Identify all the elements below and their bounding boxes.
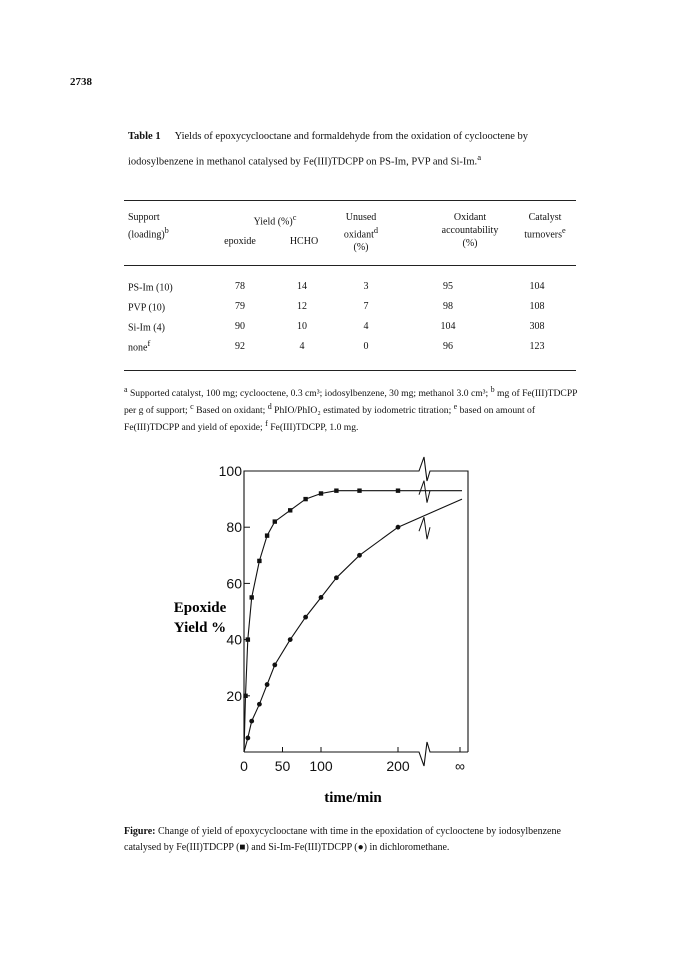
cell-hcho: 12: [297, 300, 307, 312]
cell-accountability: 95: [443, 280, 453, 292]
cell-unused: 4: [363, 320, 369, 332]
data-point-square: [250, 595, 254, 599]
cell-unused: 7: [363, 300, 369, 312]
x-tick-label: ∞: [455, 758, 465, 774]
header-catalyst: Catalyst turnovers$^e$: [524, 212, 566, 241]
data-point-circle: [249, 719, 254, 724]
data-point-circle: [319, 595, 324, 600]
cell-hcho: 4: [299, 340, 305, 352]
cell-support: PVP (10): [128, 302, 166, 314]
cell-epoxide: 92: [235, 340, 245, 352]
data-point-circle: [396, 525, 401, 530]
footnote-c: Based on oxidant;: [196, 405, 266, 417]
cell-epoxide: 79: [235, 300, 245, 312]
table-label: Table 1: [128, 131, 161, 142]
data-point-circle: [334, 575, 339, 580]
data-point-circle: [303, 615, 308, 620]
data-point-square: [357, 488, 361, 492]
y-axis-label-line1: Epoxide: [173, 600, 227, 616]
footnote-e: based on amount of Fe(III)TDCPP and yield of epoxide;: [124, 405, 536, 434]
data-point-square: [246, 637, 250, 641]
data-point-square: [334, 488, 338, 492]
cell-hcho: 14: [297, 280, 307, 292]
cell-accountability: 96: [443, 340, 453, 352]
figure-caption-text: Change of yield of epoxycyclooctane with time in the epoxidation of cyclooctene by iodosylbenzene catalysed by Fe(III)TDCPP (■) and Si-Im-Fe(III)TDCPP (●) in dichloromethane.: [124, 826, 561, 853]
y-axis-label-line2: Yield %: [173, 620, 227, 636]
cell-unused: 3: [363, 280, 369, 292]
data-point-circle: [288, 637, 293, 642]
data-point-square: [273, 519, 277, 523]
x-tick-label: 50: [274, 758, 291, 774]
table-footnotes: $^a$ Supported catalyst, 100 mg; cyclooctene, 0.3 cm³; iodosylbenzene, 30 mg; methanol 3.0 cm³; $^b$ mg of Fe(III)TDCPP per g of support; $^c$ Based on oxidant; $^d$ PhIO/PhIO₂ estimated by iodometric titration; $^e$ based on amount of Fe(III)TDCPP and yield of epoxide; $^f$ Fe(III)TDCPP, 1.0 mg.: [124, 385, 578, 434]
x-tick-label: 0: [240, 758, 248, 774]
header-support: Support (loading)$^b$: [128, 212, 169, 241]
x-axis-ticks: [240, 747, 465, 774]
y-tick-label: 40: [226, 631, 242, 648]
figure-label: Figure:: [124, 826, 156, 837]
series-break-marker: [419, 481, 430, 503]
cell-epoxide: 90: [235, 320, 245, 332]
cell-support: PS-Im (10): [128, 282, 173, 294]
x-axis-label: time/min: [324, 790, 382, 806]
x-tick-label: 100: [309, 758, 333, 774]
data-point-circle: [272, 662, 277, 667]
y-tick-label: 100: [218, 463, 242, 479]
header-epoxide: epoxide: [224, 236, 256, 247]
table-caption-sup: a: [477, 152, 482, 162]
series-line: [244, 527, 398, 752]
series-line: [244, 491, 398, 752]
plot-frame: [244, 457, 468, 766]
data-point-circle: [245, 736, 250, 741]
data-point-circle: [265, 682, 270, 687]
cell-support: none$^f$: [128, 338, 151, 354]
x-tick-label: 200: [386, 758, 410, 774]
footnote-a: Supported catalyst, 100 mg; cyclooctene, 0.3 cm³; iodosylbenzene, 30 mg; methanol 3.0 cm³;: [129, 388, 489, 400]
cell-turnovers: 308: [529, 320, 545, 332]
plot-border: [244, 457, 468, 752]
cell-accountability: 98: [443, 300, 453, 312]
footnote-f: Fe(III)TDCPP, 1.0 mg.: [270, 422, 359, 434]
data-point-square: [265, 533, 269, 537]
page-number: 2738: [70, 76, 92, 88]
cell-hcho: 10: [297, 320, 307, 332]
data-point-square: [288, 508, 292, 512]
table-caption-text: Yields of epoxycyclooctane and formaldehyde from the oxidation of cyclooctene by iodosylbenzene in methanol catalysed by Fe(III)TDCPP on PS-Im, PVP and Si-Im.: [128, 131, 528, 168]
header-unused: Unused oxidant$^d$ (%): [343, 212, 379, 254]
footnote-b: mg of Fe(III)TDCPP per g of support;: [124, 388, 578, 417]
series-points: [243, 488, 400, 740]
data-point-square: [303, 497, 307, 501]
cell-turnovers: 123: [529, 340, 545, 352]
data-point-square: [319, 491, 323, 495]
data-point-square: [243, 694, 247, 698]
header-accountability: Oxidant accountability (%): [441, 212, 499, 249]
cell-support: Si-Im (4): [128, 322, 165, 334]
cell-turnovers: 104: [529, 280, 545, 292]
series-line-to-infinity: [398, 499, 462, 527]
data-point-square: [396, 488, 400, 492]
data-point-square: [257, 559, 261, 563]
cell-accountability: 104: [440, 320, 456, 332]
series-break-marker: [419, 517, 430, 539]
y-tick-label: 60: [226, 575, 242, 592]
cell-unused: 0: [363, 340, 369, 352]
y-tick-label: 20: [226, 687, 242, 704]
y-axis-ticks: [219, 463, 250, 704]
data-point-circle: [357, 553, 362, 558]
header-hcho: HCHO: [289, 236, 319, 247]
y-tick-label: 80: [226, 519, 242, 536]
footnote-d: PhIO/PhIO₂ estimated by iodometric titration;: [274, 405, 452, 417]
figure-caption: [124, 824, 574, 856]
cell-turnovers: 108: [529, 300, 545, 312]
cell-epoxide: 78: [235, 280, 245, 292]
header-yield: Yield (%)$^c$: [253, 213, 297, 228]
data-point-circle: [257, 702, 262, 707]
